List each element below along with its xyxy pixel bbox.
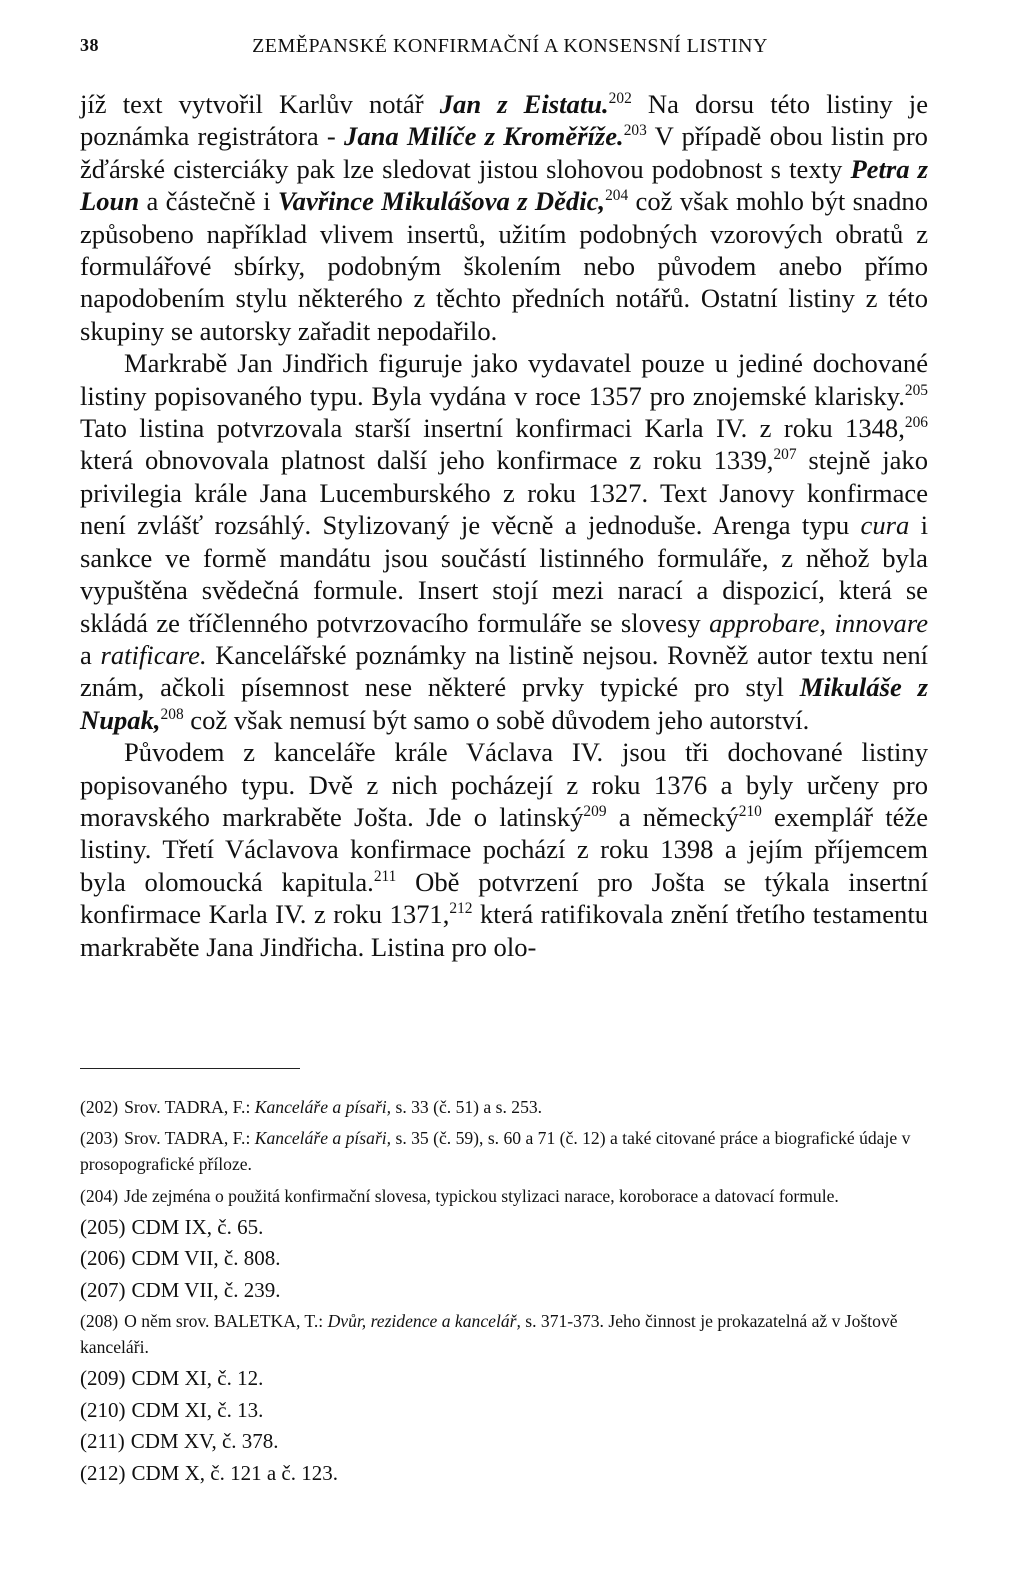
text-run: Markrabě Jan Jindřich figuruje jako vydavatel pouze u jediné dochované listiny popisovaného typu. Byla vydána v roce 1357 pro znojemské klarisky.	[80, 348, 928, 411]
running-title: ZEMĚPANSKÉ KONFIRMAČNÍ A KONSENSNÍ LISTINY	[252, 35, 768, 57]
footnote-209	[80, 1366, 930, 1392]
footnote-text: CDM X, č. 121 a č. 123.	[131, 1460, 338, 1485]
page-number: 38	[80, 35, 99, 55]
footnote-210	[80, 1398, 930, 1424]
text-run: a částečně i	[139, 186, 278, 217]
person-name: Petra z Loun	[80, 153, 928, 217]
latin-term: cura	[860, 510, 910, 541]
footnote-text: Srov. TADRA, F.:	[124, 1128, 255, 1149]
footnote-number: (204)	[80, 1185, 119, 1206]
text-run: a německý	[606, 801, 739, 832]
footnote-text: Jde zejména o použitá konfirmační slovesa, typickou stylizaci narace, koroborace a datovací formule.	[124, 1185, 839, 1206]
text-run: stejně jako privilegia krále Jana Lucemburského z roku 1327. Text Janovy konfirmace není zvlášť rozsáhlý. Stylizovaný je věcně a jednoduše. Arenga typu	[80, 445, 928, 541]
text-run: Kancelářské poznámky na listině nejsou. Rovněž autor textu není znám, ačkoli písemnost nese některé prvky typické pro styl	[80, 639, 929, 703]
footnote-ref[interactable]: 207	[773, 446, 797, 464]
latin-term: ratificare.	[100, 639, 207, 670]
person-name: Jan z Eistatu.	[439, 89, 609, 119]
footnote-204	[80, 1184, 930, 1210]
footnote-202	[80, 1095, 930, 1121]
person-name: Jana Milíče z Kroměříže.	[344, 121, 624, 152]
footnote-number: (210)	[80, 1397, 126, 1422]
footnote-number: (203)	[80, 1128, 119, 1149]
text-run: Původem z kanceláře krále Václava IV. jsou tři dochované listiny popisovaného typu. Dvě z nich pocházejí z roku 1376 a byly určeny pro moravského markraběte Jošta. Jde o latinský	[80, 737, 928, 832]
latin-term: approbare, innovare	[709, 607, 928, 638]
footnote-text: s. 33 (č. 51) a s. 253.	[391, 1097, 543, 1117]
text-run: i sankce ve formě mandátu jsou součástí listinného formuláře, z něhož byla vypuštěna svědečná formule. Insert stojí mezi narací a dispozicí, která se skládá ze tříčlenného potvrzovacího formuláře se slovesy	[80, 510, 928, 638]
footnote-number: (208)	[80, 1311, 119, 1332]
person-name: Vavřince Mikulášova z Dědic,	[277, 186, 606, 217]
footnote-ref[interactable]: 209	[583, 802, 607, 820]
footnote-text: O něm srov. BALETKA, T.:	[124, 1311, 328, 1332]
text-run: která ratifikovala znění třetího testamentu markraběte Jana Jindřicha. Listina pro olo-	[80, 899, 928, 962]
text-run: která obnovovala platnost další jeho konfirmace z roku 1339,	[80, 445, 774, 476]
paragraph-2	[80, 347, 928, 736]
footnote-title: Kanceláře a písaři,	[254, 1097, 392, 1117]
text-run: V případě obou listin pro žďárské cisterciáky pak lze sledovat jistou slohovou podobnost s texty	[80, 121, 928, 184]
footnote-number: (202)	[80, 1097, 119, 1117]
text-run: exemplář téže listiny. Třetí Václavova konfirmace pochází z roku 1398 a jejím příjemcem byla olomoucká kapitula.	[80, 801, 928, 897]
footnote-207	[80, 1278, 930, 1304]
footnote-number: (209)	[80, 1366, 126, 1391]
footnote-text: CDM XI, č. 12.	[131, 1366, 264, 1391]
footnote-text: s. 371-373. Jeho činnost je prokazatelná až v Joštově kanceláři.	[80, 1311, 898, 1357]
footnote-text: CDM IX, č. 65.	[131, 1214, 264, 1239]
footnote-205	[80, 1215, 930, 1241]
footnote-ref[interactable]: 205	[904, 381, 928, 399]
footnotes	[80, 1095, 930, 1492]
running-header	[80, 32, 940, 62]
footnote-ref[interactable]: 206	[904, 414, 928, 432]
footnote-208	[80, 1309, 930, 1361]
footnote-number: (211)	[80, 1429, 125, 1454]
footnote-ref[interactable]: 211	[373, 867, 397, 885]
footnote-ref[interactable]: 212	[449, 900, 473, 918]
footnote-ref[interactable]: 208	[160, 705, 184, 723]
main-text	[80, 88, 928, 963]
footnote-number: (205)	[80, 1214, 126, 1239]
footnote-number: (206)	[80, 1246, 126, 1271]
footnote-title: Kanceláře a písaři,	[254, 1128, 392, 1149]
footnote-separator	[80, 1068, 300, 1069]
text-run: Obě potvrzení pro Jošta se týkala insertní konfirmace Karla IV. z roku 1371,	[80, 866, 929, 930]
footnote-text: CDM VII, č. 808.	[131, 1246, 281, 1271]
footnote-number: (212)	[80, 1460, 126, 1485]
footnote-ref[interactable]: 202	[608, 89, 632, 107]
text-run: a	[80, 639, 101, 670]
person-name: Mikuláše z Nupak,	[80, 672, 928, 735]
text-run: Tato listina potvrzovala starší insertní konfirmaci Karla IV. z roku 1348,	[80, 413, 905, 444]
footnote-ref[interactable]: 204	[605, 187, 629, 205]
footnote-text: CDM XI, č. 13.	[131, 1397, 264, 1422]
footnote-211	[80, 1429, 930, 1455]
footnote-ref[interactable]: 203	[623, 122, 647, 140]
text-run: což však mohlo být snadno způsobeno například vlivem insertů, užitím podobných vzorových obratů z formulářové sbírky, podobným školením nebo původem anebo přímo napodobením stylu některého z těchto předních notářů. Ostatní listiny z této skupiny se autorsky zařadit nepodařilo.	[80, 186, 928, 346]
footnote-title: Dvůr, rezidence a kancelář,	[327, 1311, 521, 1332]
footnote-text: CDM XV, č. 378.	[130, 1429, 279, 1454]
paragraph-3	[80, 736, 928, 963]
footnote-text: CDM VII, č. 239.	[131, 1277, 281, 1302]
paragraph-1	[80, 88, 928, 347]
footnote-203	[80, 1126, 930, 1178]
text-run: jíž text vytvořil Karlův notář	[80, 89, 440, 119]
footnote-212	[80, 1461, 930, 1487]
footnote-text: s. 35 (č. 59), s. 60 a 71 (č. 12) a také citované práce a biografické údaje v prosopografické příloze.	[80, 1128, 911, 1175]
text-run: Na dorsu této listiny je poznámka registrátora -	[80, 89, 928, 152]
footnote-number: (207)	[80, 1277, 126, 1302]
text-run: což však nemusí být samo o sobě důvodem jeho autorství.	[183, 704, 810, 735]
footnote-206	[80, 1246, 930, 1272]
footnote-ref[interactable]: 210	[738, 802, 762, 820]
footnote-text: Srov. TADRA, F.:	[124, 1097, 255, 1117]
